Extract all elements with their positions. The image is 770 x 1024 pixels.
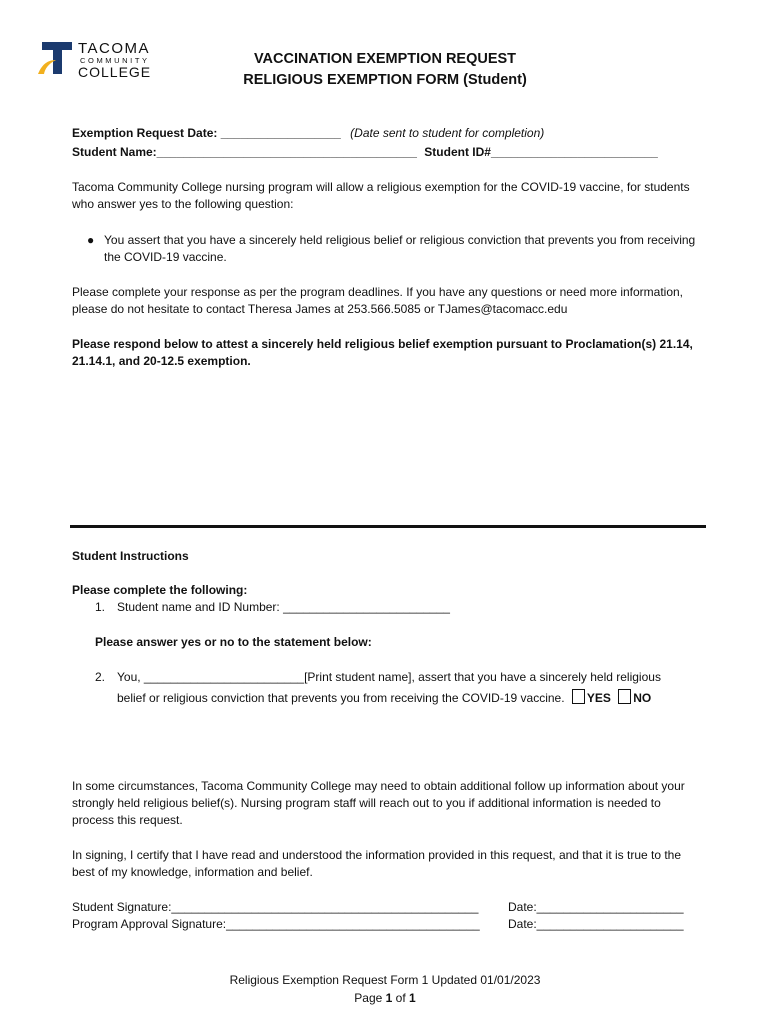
- assertion-bullet: You assert that you have a sincerely held religious belief or religious conviction that prevents you from receiving the COVID-19 vaccine.: [104, 233, 696, 264]
- no-checkbox[interactable]: [618, 689, 631, 704]
- student-name-row: [72, 145, 658, 159]
- yes-checkbox[interactable]: [572, 689, 585, 704]
- instructions-heading: Student Instructions: [72, 549, 189, 563]
- request-date-label[interactable]: Exemption Request Date: __________________: [72, 126, 341, 140]
- no-label: NO: [633, 691, 652, 705]
- followup-paragraph: In some circumstances, Tacoma Community College may need to obtain additional follow up information about your strongly held religious belief(s). Nursing program staff will reach out to you if additional information is needed to process this request.: [72, 779, 685, 827]
- form-subtitle: RELIGIOUS EXEMPTION FORM (Student): [243, 72, 527, 88]
- page-total: 1: [409, 991, 416, 1005]
- item-2-number: 2.: [95, 670, 106, 684]
- answer-prompt: Please answer yes or no to the statement below:: [95, 635, 372, 649]
- student-signature-field[interactable]: Student Signature:______________________________________________: [72, 900, 479, 914]
- program-signature-field[interactable]: Program Approval Signature:______________________________________: [72, 917, 480, 931]
- certify-paragraph: In signing, I certify that I have read and understood the information provided in this request, and that it is true to the best of my knowledge, information and belief.: [72, 848, 682, 879]
- intro-paragraph: Tacoma Community College nursing program will allow a religious exemption for the COVID-19 vaccine, for students who answer yes to the following question:: [72, 180, 690, 211]
- complete-following-label: Please complete the following:: [72, 583, 248, 597]
- attest-paragraph: Please respond below to attest a sincerely held religious belief exemption pursuant to Proclamation(s) 21.14, 21.14.1, and 20-12.5 exemption.: [72, 337, 693, 368]
- page-prefix: Page: [354, 991, 386, 1005]
- bullet-icon: ●: [87, 233, 95, 247]
- page-indicator: [0, 991, 770, 1005]
- yes-label: YES: [586, 691, 611, 705]
- page-of: of: [392, 991, 410, 1005]
- name-id-field[interactable]: Student name and ID Number: _________________________: [117, 600, 450, 614]
- deadline-paragraph: Please complete your response as per the program deadlines. If you have any questions or need more information, please do not hesitate to contact Theresa James at 253.566.5085 or TJames@tacomacc.edu: [72, 285, 684, 316]
- logo-text-community: COMMUNITY: [80, 56, 150, 65]
- student-name-field[interactable]: Student Name:_______________________________________: [72, 145, 417, 159]
- item-2-line-2: [117, 689, 651, 705]
- student-id-field[interactable]: Student ID#_________________________: [424, 145, 658, 159]
- section-divider: [70, 525, 706, 528]
- logo-text-tacoma: TACOMA: [78, 40, 151, 57]
- print-name-field[interactable]: You, ________________________[Print student name], assert that you have a sincerely held religious: [117, 670, 661, 684]
- item-1-number: 1.: [95, 600, 106, 614]
- program-date-field[interactable]: Date:______________________: [508, 917, 684, 931]
- logo-text-college: COLLEGE: [78, 64, 152, 80]
- request-date-note: (Date sent to student for completion): [350, 126, 545, 140]
- page-number: 1: [385, 991, 393, 1005]
- form-title: VACCINATION EXEMPTION REQUEST: [253, 51, 517, 67]
- footer-form-line: Religious Exemption Request Form 1 Updated 01/01/2023: [229, 973, 541, 987]
- item-2-statement: belief or religious conviction that prevents you from receiving the COVID-19 vaccine.: [117, 691, 565, 705]
- student-date-field[interactable]: Date:______________________: [508, 900, 684, 914]
- request-date-row: [72, 126, 544, 140]
